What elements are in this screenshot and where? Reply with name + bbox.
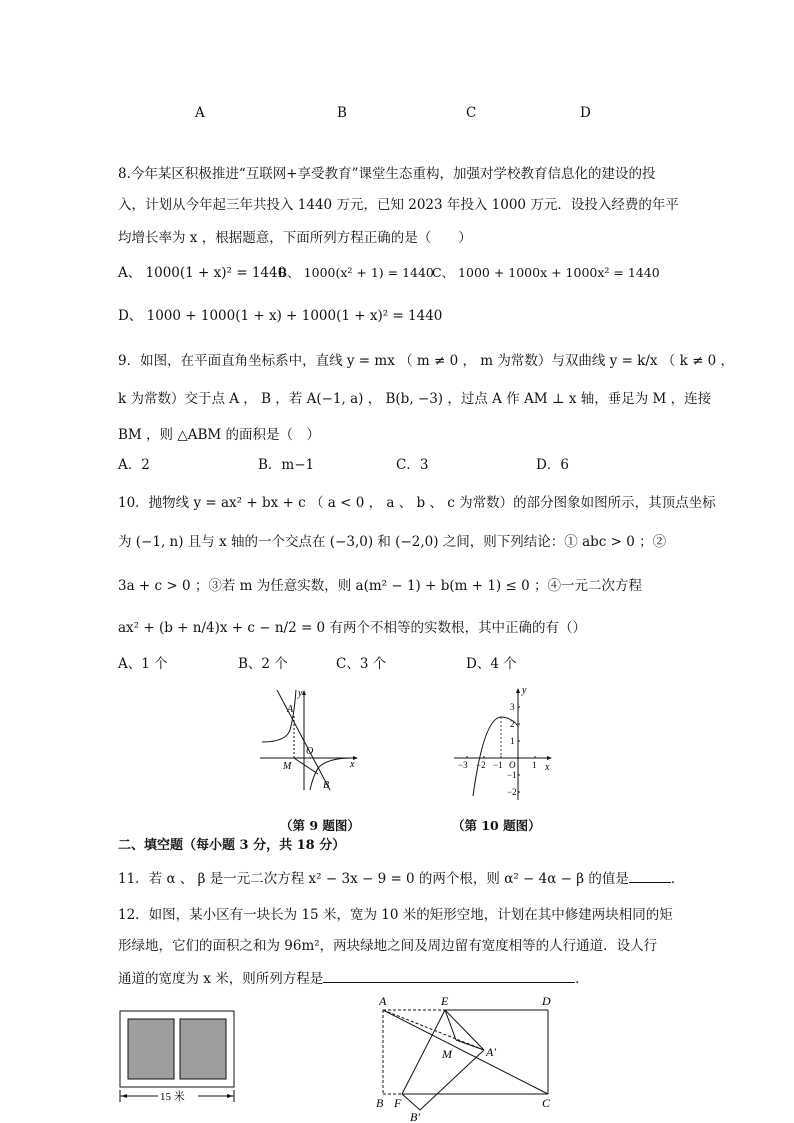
q11-text [118,868,684,888]
q12-line-2: 形绿地，它们的面积之和为 96m²，两块绿地之间及周边留有宽度相等的人行通道．设人行 [118,938,658,954]
q10-option-d: D、4 个 [466,656,517,672]
fig12-green-area-left [128,1019,174,1079]
q11-body: 11．若 α 、 β 是一元二次方程 x² − 3x − 9 = 0 的两个根，则 α² − 4α − β 的值是 [118,871,629,887]
fig10-tick-label-1: 1 [532,760,537,770]
figure-9 [252,686,370,798]
q8-line-2: 入，计划从今年起三年共投入 1440 万元，已知 2023 年投入 1000 万元．设投入经费的年平 [118,197,679,213]
fig13-segment-fb-prime [402,1094,420,1110]
fig10-tick-label-yneg2: −2 [507,787,517,797]
fig9-y-arrow [302,690,306,695]
fig10-tick-label-y3: 3 [510,702,515,712]
q10-option-c: C、3 个 [336,656,387,672]
fig12-dim-arrow-right [227,1094,233,1098]
fig10-tick-label-y2: 2 [510,719,515,729]
q8-line-3: 均增长率为 x ，根据题意，下面所列方程正确的是（ ） [118,230,472,246]
fig9-caption: （第 9 题图） [280,818,360,833]
fig12-dim-arrow-left [121,1094,127,1098]
fig13-label-a-prime: A′ [486,1045,496,1059]
q10-line-2: 为 (−1, n) 且与 x 轴的一个交点在 (−3,0) 和 (−2,0) 之间，则下列结论：① abc > 0 ；② [118,534,667,550]
prev-choice-c: C [466,105,477,121]
q9-option-a: A．2 [118,457,150,473]
q8-option-a: A、 1000(1 + x)² = 1440 [118,265,287,281]
fig10-tick-label-neg3: −3 [458,760,468,770]
fig10-label-y: y [522,685,527,696]
q8-option-d: D、 1000 + 1000(1 + x) + 1000(1 + x)² = 1440 [118,308,443,324]
q9-option-b: B．m−1 [258,457,315,473]
fig12-dim-label: 15 米 [160,1091,185,1103]
figure-10 [448,684,558,804]
q9-option-d: D．6 [536,457,569,473]
fig10-tick-label-yneg1: −1 [507,770,517,780]
fig10-label-x: x [545,762,550,773]
q12-line-1: 12．如图，某小区有一块长为 15 米，宽为 10 米的矩形空地，计划在其中修建两块相同的矩 [118,907,673,923]
fig9-label-x: x [350,759,355,770]
section-2-heading: 二、填空题（每小题 3 分，共 18 分） [118,838,346,853]
fig9-label-y: y [298,688,303,699]
prev-choice-b: B [337,105,347,121]
fig9-label-o: O [306,746,314,757]
fig13-label-c: C [542,1096,551,1110]
fig10-x-arrow [547,756,552,760]
fig12-green-area-right [180,1019,226,1079]
fig10-tick-label-origin: O [509,760,516,770]
q10-line-4: ax² + (b + n/4)x + c − n/2 = 0 有两个不相等的实数根，其中正确的有（） [118,620,586,636]
q10-option-b: B、2 个 [238,656,288,672]
fig13-diagonal-ac [383,1010,548,1094]
fig13-label-b: B [376,1096,384,1110]
fig13-label-a: A [379,994,387,1008]
fig13-fold-dashed [383,1010,484,1050]
fig13-label-e: E [441,994,449,1008]
q12-answer-blank[interactable] [323,968,575,983]
fig10-caption: （第 10 题图） [452,818,541,833]
prev-choice-d: D [580,105,591,121]
q10-option-a: A、1 个 [118,656,168,672]
fig10-tick-label-y1: 1 [510,736,515,746]
fig9-label-a: A [287,704,294,715]
fig13-segment-em [445,1010,456,1040]
q8-option-b: B、 1000(x² + 1) = 1440 [278,265,434,280]
fig13-label-b-prime: B′ [410,1110,420,1122]
fig13-label-m: M [442,1047,452,1061]
fig10-tick-label-neg1: −1 [493,760,503,770]
fig9-label-b: B [323,780,330,791]
figure-13 [372,994,560,1122]
fig10-y-arrow [516,688,520,693]
q11-answer-blank[interactable] [629,868,671,883]
fig10-tick-label-neg2: −2 [476,760,486,770]
q10-line-3: 3a + c > 0 ；③若 m 为任意实数，则 a(m² − 1) + b(m + 1) ≤ 0 ；④一元二次方程 [118,578,642,594]
q11-end: ． [670,871,685,887]
q9-line-2: k 为常数）交于点 A ， B ，若 A(−1, a) ， B(b, −3) ，过点 A 作 AM ⊥ x 轴，垂足为 M ，连接 [118,391,712,407]
fig13-label-d: D [542,994,551,1008]
figure-12 [116,1008,242,1108]
q12-end: ． [575,971,589,987]
q9-line-1: 9．如图，在平面直角坐标系中，直线 y = mx （ m ≠ 0 ， m 为常数）与双曲线 y = k/x （ k ≠ 0 ， [118,353,735,369]
fig13-label-f: F [394,1096,402,1110]
q10-line-1: 10．抛物线 y = ax² + bx + c （ a < 0 ， a 、 b 、 c 为常数）的部分图象如图所示，其顶点坐标 [118,495,716,511]
fig9-label-m: M [283,761,292,772]
q12-line-3 [118,968,589,988]
q8-option-c: C、 1000 + 1000x + 1000x² = 1440 [432,265,660,280]
prev-choice-a: A [195,105,205,121]
q12-body: 通道的宽度为 x 米，则所列方程是 [118,971,324,987]
q8-line-1: 8.今年某区积极推进“互联网+享受教育”课堂生态重构，加强对学校教育信息化的建设的投 [118,166,656,182]
fig9-hyperbola-lower [310,758,352,790]
q9-line-3: BM ，则 △ABM 的面积是（ ） [118,427,320,443]
fig13-segment-b-prime-a-prime [420,1050,484,1110]
q9-option-c: C．3 [396,457,429,473]
